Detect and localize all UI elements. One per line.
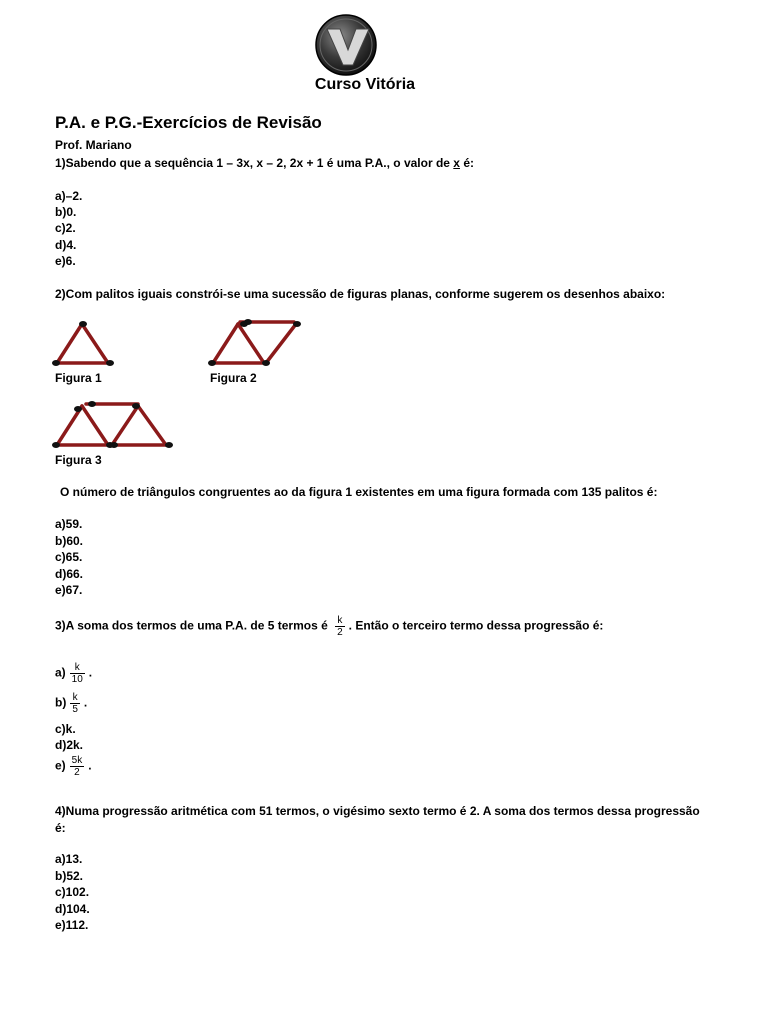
- fraction-denominator: 5: [72, 704, 78, 715]
- question-3-stem: [55, 615, 603, 638]
- question-1-option: d)4.: [55, 238, 77, 252]
- fraction-numerator: k: [74, 662, 80, 673]
- fraction-numerator: 5k: [71, 755, 83, 766]
- figure-2-caption: Figura 2: [210, 371, 257, 385]
- figure-2-diagram: [208, 318, 304, 370]
- question-2-option: c)65.: [55, 550, 83, 564]
- question-3-option-c: c)k.: [55, 722, 76, 736]
- question-3-text: 3)A soma dos termos de uma P.A. de 5 termos é: [55, 618, 332, 633]
- question-3-option-a: [55, 662, 92, 685]
- fraction-numerator: k: [337, 615, 343, 626]
- question-3-option-e: [55, 755, 92, 778]
- figure-1-caption: Figura 1: [55, 371, 102, 385]
- figure-1-diagram: [52, 318, 120, 370]
- fraction-denominator: 2: [337, 627, 343, 638]
- question-1-option: c)2.: [55, 221, 76, 235]
- figure-3-diagram: [52, 400, 178, 452]
- question-1-option: e)6.: [55, 254, 76, 268]
- page-title: P.A. e P.G.-Exercícios de Revisão: [55, 113, 322, 132]
- brand-logo: [300, 14, 430, 98]
- question-2-stem: 2)Com palitos iguais constrói-se uma sucessão de figuras planas, conforme sugerem os desenhos abaixo:: [55, 287, 666, 301]
- question-4-option: c)102.: [55, 885, 90, 899]
- question-3-text-end: . Então o terceiro termo dessa progressão é:: [348, 618, 604, 633]
- question-3-option-d: d)2k.: [55, 738, 84, 752]
- question-4-option: d)104.: [55, 902, 90, 916]
- question-2-prompt: O número de triângulos congruentes ao da figura 1 existentes em uma figura formada com 135 palitos é:: [60, 485, 658, 499]
- question-2-option: d)66.: [55, 567, 84, 581]
- brand-name: Curso Vitória: [314, 76, 416, 93]
- fraction: [70, 692, 80, 715]
- question-4-option: a)13.: [55, 852, 83, 866]
- fraction: [70, 662, 85, 685]
- option-dot: .: [88, 758, 92, 773]
- question-4-option: e)112.: [55, 918, 89, 932]
- figure-3-caption: Figura 3: [55, 453, 102, 467]
- fraction-numerator: k: [72, 692, 78, 703]
- question-4-option: b)52.: [55, 869, 84, 883]
- option-label: b): [55, 695, 67, 710]
- option-dot: .: [88, 665, 93, 680]
- fraction-k-over-2: [335, 615, 345, 638]
- option-label: e): [55, 758, 66, 773]
- author: Prof. Mariano: [55, 138, 132, 152]
- question-2-option: e)67.: [55, 583, 83, 597]
- question-1-stem: [55, 156, 474, 170]
- question-2-option: b)60.: [55, 534, 84, 548]
- logo-v-icon: [300, 14, 430, 76]
- question-1-option: a)–2.: [55, 189, 83, 203]
- question-3-option-b: [55, 692, 87, 715]
- question-4-stem-line-1: 4)Numa progressão aritmética com 51 termos, o vigésimo sexto termo é 2. A soma dos termos dessa progressão: [55, 804, 700, 818]
- question-4-stem-line-2: é:: [55, 821, 66, 835]
- question-1-variable: x: [453, 156, 460, 170]
- question-1-option: b)0.: [55, 205, 77, 219]
- fraction-denominator: 10: [71, 674, 83, 685]
- question-1-text: 1)Sabendo que a sequência 1 – 3x, x – 2, 2x + 1 é uma P.A., o valor de: [55, 156, 454, 170]
- option-dot: .: [83, 695, 88, 710]
- option-label: a): [55, 665, 66, 680]
- fraction-denominator: 2: [70, 766, 85, 778]
- fraction: [70, 755, 85, 778]
- question-2-option: a)59.: [55, 517, 83, 531]
- question-1-text-end: é:: [459, 156, 474, 170]
